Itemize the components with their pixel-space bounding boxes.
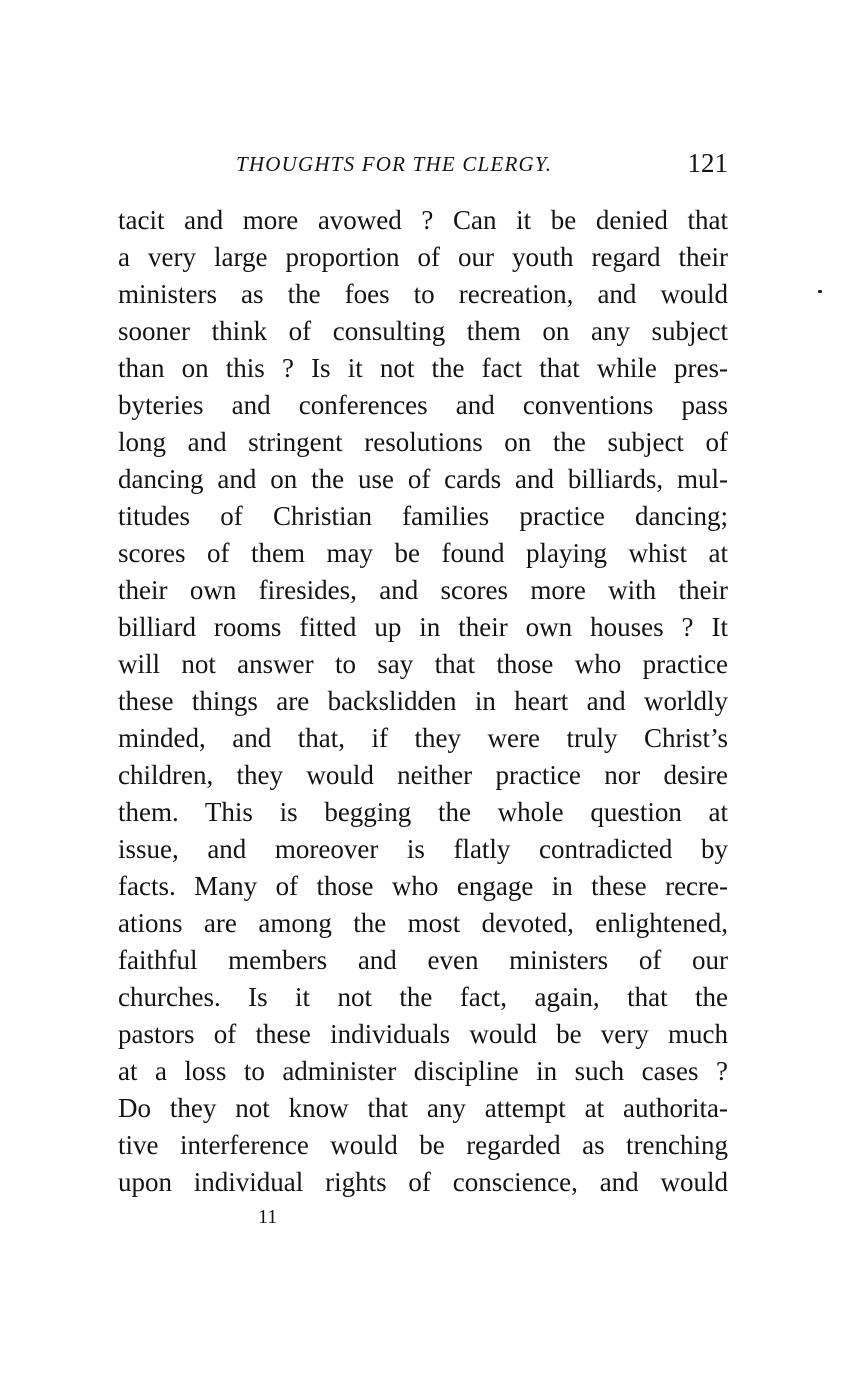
text-line: will not answer to say that those who practice [118, 649, 728, 679]
text-line: dancing and on the use of cards and billiards, mul- [118, 464, 728, 494]
signature-mark: 11 [258, 1206, 278, 1228]
text-line: issue, and moreover is flatly contradicted by [118, 834, 728, 864]
text-line: sooner think of consulting them on any subject [118, 316, 728, 346]
text-line: tacit and more avowed ? Can it be denied that [118, 205, 728, 235]
text-line: minded, and that, if they were truly Christ’s [118, 723, 728, 753]
scan-speck [818, 290, 822, 293]
running-head [236, 148, 728, 188]
text-line: pastors of these individuals would be very much [118, 1019, 728, 1049]
text-line: titudes of Christian families practice dancing; [118, 501, 728, 531]
text-line: faithful members and even ministers of our [118, 945, 728, 975]
text-line: scores of them may be found playing whist at [118, 538, 728, 568]
text-line: children, they would neither practice nor desire [118, 760, 728, 790]
text-line: at a loss to administer discipline in such cases ? [118, 1056, 728, 1086]
text-line: facts. Many of those who engage in these recre- [118, 871, 728, 901]
text-line: long and stringent resolutions on the subject of [118, 427, 728, 457]
text-line: churches. Is it not the fact, again, that the [118, 982, 728, 1012]
body-text [118, 202, 728, 1201]
text-line: their own firesides, and scores more with their [118, 575, 728, 605]
text-line: ministers as the foes to recreation, and would [118, 279, 728, 309]
text-line: a very large proportion of our youth regard their [118, 242, 728, 272]
text-line: tive interference would be regarded as trenching [118, 1130, 728, 1160]
page-number: 121 [687, 148, 728, 178]
text-line: these things are backslidden in heart and worldly [118, 686, 728, 716]
text-line: them. This is begging the whole question at [118, 797, 728, 827]
text-line: ations are among the most devoted, enlightened, [118, 908, 728, 938]
text-line: than on this ? Is it not the fact that while pres- [118, 353, 728, 383]
text-line: Do they not know that any attempt at authorita- [118, 1093, 728, 1123]
text-line: billiard rooms fitted up in their own houses ? It [118, 612, 728, 642]
text-line: byteries and conferences and conventions pass [118, 390, 728, 420]
running-title: THOUGHTS FOR THE CLERGY. [236, 152, 553, 176]
text-line: upon individual rights of conscience, and would [118, 1167, 728, 1197]
